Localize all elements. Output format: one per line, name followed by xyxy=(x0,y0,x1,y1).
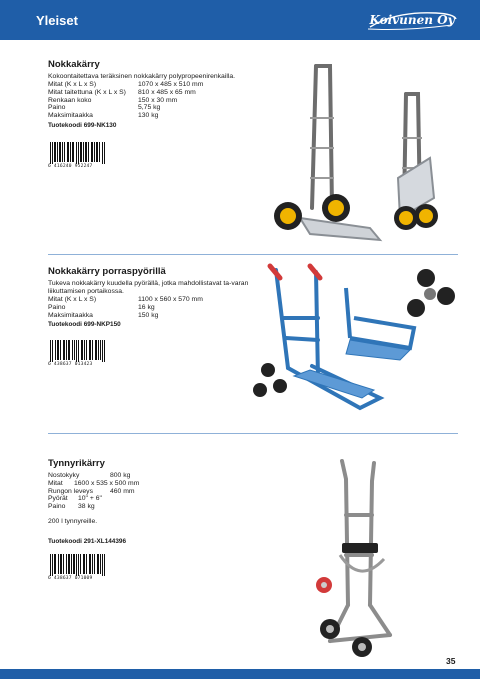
page-number: 35 xyxy=(446,656,456,666)
logo-text: Koivunen Oy xyxy=(369,13,455,27)
spec-value: 460 mm xyxy=(110,487,135,495)
spec-key: Mitat (K x L x S) xyxy=(48,296,97,303)
spec-key: Mitat xyxy=(48,479,63,487)
product-title: Tynnyrikärry xyxy=(48,458,105,469)
folding-hand-truck-image xyxy=(270,58,460,248)
product-code: Tuotekoodi 699-NK130 xyxy=(48,121,117,129)
spec-value: 800 kg xyxy=(110,472,131,479)
spec-value: 1100 x 560 x 570 mm xyxy=(138,296,203,303)
spec-key: Mitat (K x L x S) xyxy=(48,81,97,88)
spec-value: 16 kg xyxy=(138,303,155,311)
stair-climbing-hand-truck-image xyxy=(250,258,460,423)
spec-key: Pyörät xyxy=(48,495,68,503)
spec-key: Paino xyxy=(48,104,66,112)
section-title: Yleiset xyxy=(36,13,78,28)
page-footer-bar xyxy=(0,669,480,679)
spec-key: Maksimitaakka xyxy=(48,311,93,319)
spec-value: 5,75 kg xyxy=(138,104,161,112)
product-description: Kokoontaitettava teräksinen nokkakärry polypropeenirenkailla. xyxy=(48,73,236,80)
spec-row xyxy=(48,503,278,511)
product-title: Nokkakärry porraspyörillä xyxy=(48,266,166,277)
spec-row xyxy=(48,89,278,97)
spec-row xyxy=(48,472,278,480)
barcode xyxy=(48,142,108,172)
barcode-number: 6 416240 952247 xyxy=(48,164,93,169)
spec-value: 38 kg xyxy=(78,503,95,511)
spec-key: Renkaan koko xyxy=(48,96,92,104)
spec-value: 150 x 30 mm xyxy=(138,96,178,104)
product-title: Nokkakärry xyxy=(48,59,100,70)
section-divider xyxy=(48,433,458,434)
barcode-number: 6 438637 071009 xyxy=(48,576,93,581)
section-divider xyxy=(48,254,458,255)
company-logo xyxy=(366,9,458,33)
barcode-icon xyxy=(48,142,108,164)
spec-value: 1070 x 485 x 510 mm xyxy=(138,81,204,88)
spec-row xyxy=(48,312,278,320)
spec-row xyxy=(48,81,278,89)
spec-key: Rungon leveys xyxy=(48,487,93,495)
spec-row xyxy=(48,296,278,304)
spec-key: Nostokyky xyxy=(48,472,80,479)
spec-value: 1600 x 535 x 500 mm xyxy=(74,479,140,487)
spec-key: Paino xyxy=(48,303,66,311)
spec-row xyxy=(48,97,278,105)
product-code: Tuotekoodi 699-NKP150 xyxy=(48,321,121,329)
spec-row xyxy=(48,495,278,503)
spec-key: Paino xyxy=(48,503,66,511)
spec-key: Mitat taitettuna (K x L x S) xyxy=(48,88,126,96)
barcode xyxy=(48,554,108,584)
spec-value: 810 x 485 x 65 mm xyxy=(138,88,196,96)
product-description: Tukeva nokkakärry kuudella pyörällä, jotka mahdollistavat ta-varan liikuttamisen portaikossa. xyxy=(48,280,249,295)
spec-row xyxy=(48,112,278,120)
product-nokkakarry-porraspyorilla xyxy=(48,266,278,328)
barcode-icon xyxy=(48,340,108,362)
page-header xyxy=(0,0,480,40)
product-code: Tuotekoodi 291-XL144396 xyxy=(48,537,127,545)
barcode-icon xyxy=(48,554,108,576)
product-note: 200 l tynnyreille. xyxy=(48,517,98,525)
spec-value: 10" + 6" xyxy=(78,495,102,503)
barcode-number: 6 438637 013423 xyxy=(48,362,93,367)
product-nokkakarry xyxy=(48,59,278,129)
spec-row xyxy=(48,488,278,496)
spec-value: 150 kg xyxy=(138,311,159,319)
spec-row xyxy=(48,304,278,312)
product-tynnyrikarry xyxy=(48,458,278,545)
spec-key: Maksimitaakka xyxy=(48,112,93,120)
spec-value: 130 kg xyxy=(138,112,159,120)
barcode xyxy=(48,340,108,370)
spec-row xyxy=(48,104,278,112)
barrel-trolley-image xyxy=(300,455,410,660)
spec-row xyxy=(48,480,278,488)
